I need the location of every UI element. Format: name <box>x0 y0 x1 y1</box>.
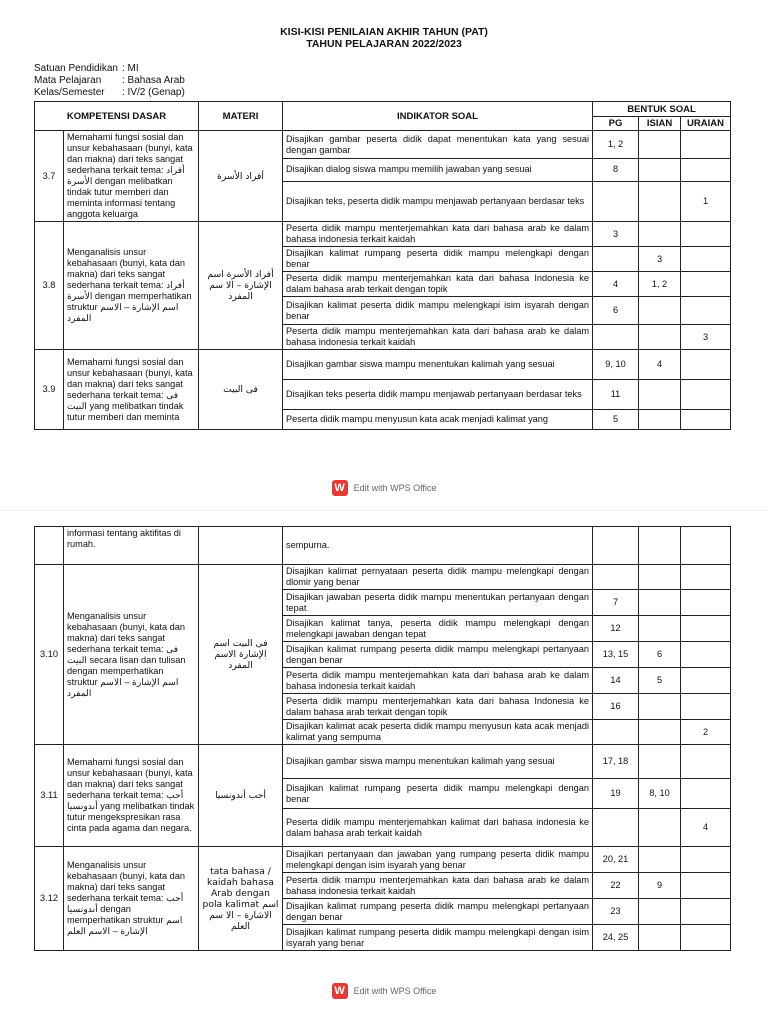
isian-cell <box>639 616 681 642</box>
indikator-cell: Disajikan kalimat pernyataan peserta didik mampu melengkapi dengan dlomir yang benar <box>283 565 593 590</box>
kompetensi-dasar-cell: informasi tentang aktifitas di rumah. <box>64 527 199 565</box>
uraian-cell <box>681 847 731 873</box>
uraian-cell <box>681 410 731 430</box>
kd-number: 3.10 <box>35 565 64 745</box>
kd-number: 3.7 <box>35 131 64 222</box>
uraian-cell <box>681 925 731 951</box>
header-pg: PG <box>593 117 639 131</box>
indikator-cell: Peserta didik mampu menterjemahkan kata dari bahasa arab ke dalam bahasa indonesia terkait kaidah <box>283 873 593 899</box>
wps-label: Edit with WPS Office <box>353 986 437 996</box>
isian-cell <box>639 159 681 181</box>
table-row <box>35 565 731 590</box>
uraian-cell: 3 <box>681 325 731 350</box>
pg-cell: 3 <box>593 222 639 247</box>
kompetensi-dasar-cell: Memahami fungsi sosial dan unsur kebahasaan (bunyi, kata dan makna) dari teks sangat sederhana terkait tema: فى البيت yang melibatkan tindak tutur memberi dan meminta <box>64 350 199 430</box>
pg-cell <box>593 325 639 350</box>
isian-cell <box>639 297 681 325</box>
kd-number: 3.12 <box>35 847 64 951</box>
kd-number <box>35 527 64 565</box>
kompetensi-dasar-cell: Menganalisis unsur kebahasaan (bunyi, kata dan makna) dari teks sangat sederhana terkait tema: أفراد الأسرة dengan memperhatikan struktur اسم الإشارة – الاسم المفرد <box>64 222 199 350</box>
indikator-cell: Peserta didik mampu menyusun kata acak menjadi kalimat yang <box>283 410 593 430</box>
uraian-cell <box>681 222 731 247</box>
uraian-cell <box>681 873 731 899</box>
indikator-cell: Disajikan teks, peserta didik mampu menjawab pertanyaan berdasar teks <box>283 181 593 221</box>
isian-cell <box>639 410 681 430</box>
header-uraian: URAIAN <box>681 117 731 131</box>
materi-cell: tata bahasa / kaidah bahasa Arab dengan pola kalimat اسم الاشارة – الا سم العلم <box>199 847 283 951</box>
table-row <box>35 847 731 873</box>
uraian-cell <box>681 565 731 590</box>
kompetensi-dasar-cell: Menganalisis unsur kebahasaan (bunyi, kata dan makna) dari teks sangat sederhana terkait tema: فى البيت secara lisan dan tulisan dengan memperhatikan struktur اسم الإشارة – الاسم المفرد <box>64 565 199 745</box>
indikator-cell: sempurna. <box>283 527 593 565</box>
kompetensi-dasar-cell: Memahami fungsi sosial dan unsur kebahasaan (bunyi, kata dan makna) dari teks sangat sederhana terkait tema: أفراد الأسرة dengan melibatkan tindak tutur memberi dan meminta informasi tentang anggota keluarga <box>64 131 199 222</box>
table-row <box>35 131 731 159</box>
isian-cell: 3 <box>639 247 681 272</box>
isian-cell <box>639 131 681 159</box>
indikator-cell: Peserta didik mampu menterjemahkan kata dari bahasa Indonesia ke dalam bahasa arab terkait dengan topik <box>283 694 593 720</box>
uraian-cell <box>681 247 731 272</box>
page-separator <box>0 510 768 511</box>
indikator-cell: Disajikan teks peserta didik mampu menjawab pertanyaan berdasar teks <box>283 380 593 410</box>
materi-cell: فى البيت اسم الإشارة الاسم المفرد <box>199 565 283 745</box>
isian-cell <box>639 222 681 247</box>
isian-cell <box>639 694 681 720</box>
uraian-cell: 1 <box>681 181 731 221</box>
kd-number: 3.8 <box>35 222 64 350</box>
pg-cell <box>593 809 639 847</box>
pg-cell: 23 <box>593 899 639 925</box>
table-row <box>35 527 731 565</box>
pg-cell: 20, 21 <box>593 847 639 873</box>
isian-cell <box>639 527 681 565</box>
uraian-cell <box>681 694 731 720</box>
indikator-cell: Disajikan pertanyaan dan jawaban yang rumpang peserta didik mampu melengkapi dengan isim isyarah yang benar <box>283 847 593 873</box>
isian-cell: 4 <box>639 350 681 380</box>
indikator-cell: Disajikan kalimat rumpang peserta didik mampu melengkapi pertanyaan dengan benar <box>283 642 593 668</box>
indikator-cell: Disajikan gambar siswa mampu menentukan kalimah yang sesuai <box>283 350 593 380</box>
isian-cell <box>639 847 681 873</box>
uraian-cell <box>681 668 731 694</box>
meta-label: Satuan Pendidikan <box>34 63 118 74</box>
isian-cell: 1, 2 <box>639 272 681 297</box>
pg-cell: 7 <box>593 590 639 616</box>
wps-label: Edit with WPS Office <box>353 483 437 493</box>
materi-cell <box>199 527 283 565</box>
indikator-cell: Peserta didik mampu menterjemahkan kata dari bahasa arab ke dalam bahasa indonesia terkait kaidah <box>283 668 593 694</box>
uraian-cell <box>681 380 731 410</box>
meta-label: Kelas/Semester <box>34 87 105 98</box>
pg-cell: 24, 25 <box>593 925 639 951</box>
indikator-cell: Disajikan gambar siswa mampu menentukan kalimah yang sesuai <box>283 745 593 779</box>
isian-cell: 6 <box>639 642 681 668</box>
meta-value: : Bahasa Arab <box>122 75 185 86</box>
uraian-cell <box>681 297 731 325</box>
pg-cell: 4 <box>593 272 639 297</box>
isian-cell <box>639 325 681 350</box>
isian-cell <box>639 899 681 925</box>
isian-cell <box>639 380 681 410</box>
kd-number: 3.11 <box>35 745 64 847</box>
indikator-cell: Peserta didik mampu menterjemahkan kata dari bahasa Indonesia ke dalam bahasa arab terkait dengan topik <box>283 272 593 297</box>
pg-cell: 19 <box>593 779 639 809</box>
isian-cell <box>639 181 681 221</box>
uraian-cell <box>681 899 731 925</box>
uraian-cell <box>681 131 731 159</box>
pg-cell: 17, 18 <box>593 745 639 779</box>
header-indikator-soal: INDIKATOR SOAL <box>283 102 593 131</box>
pg-cell: 13, 15 <box>593 642 639 668</box>
document-title: KISI-KISI PENILAIAN AKHIR TAHUN (PAT) <box>280 26 488 38</box>
indikator-cell: Peserta didik mampu menterjemahkan kata dari bahasa arab ke dalam bahasa indonesia terkait kaidah <box>283 325 593 350</box>
materi-cell: أحب أندونسيا <box>199 745 283 847</box>
uraian-cell: 2 <box>681 720 731 745</box>
pg-cell: 14 <box>593 668 639 694</box>
kisi-table-page-1 <box>34 101 731 430</box>
pg-cell: 11 <box>593 380 639 410</box>
meta-kelas <box>34 87 185 98</box>
pg-cell <box>593 247 639 272</box>
materi-cell: فى البيت <box>199 350 283 430</box>
indikator-cell: Disajikan kalimat rumpang peserta didik mampu melengkapi dengan benar <box>283 779 593 809</box>
pg-cell: 22 <box>593 873 639 899</box>
materi-cell: أفراد الأسرة <box>199 131 283 222</box>
uraian-cell <box>681 350 731 380</box>
indikator-cell: Disajikan gambar peserta didik dapat menentukan kata yang sesuai dengan gambar <box>283 131 593 159</box>
pg-cell: 6 <box>593 297 639 325</box>
table-row <box>35 222 731 247</box>
table-row <box>35 350 731 380</box>
header-bentuk-soal: BENTUK SOAL <box>593 102 731 117</box>
kompetensi-dasar-cell: Memahami fungsi sosial dan unsur kebahasaan (bunyi, kata dan makna) dari teks sangat sederhana terkait tema: أحب أندونسيا yang melibatkan tindak tutur mengekspresikan rasa cinta pada agama dan negara. <box>64 745 199 847</box>
indikator-cell: Peserta didik mampu menterjemahkan kalimat dari bahasa indonesia ke dalam bahasa arab terkait kaidah <box>283 809 593 847</box>
kompetensi-dasar-cell: Menganalisis unsur kebahasaan (bunyi, kata dan makna) dari teks sangat sederhana terkait tema: أحب أندونسيا dengan memperhatikan struktur اسم الإشارة – الاسم العلم <box>64 847 199 951</box>
pg-cell: 1, 2 <box>593 131 639 159</box>
isian-cell <box>639 590 681 616</box>
wps-logo-icon: W <box>332 480 348 496</box>
indikator-cell: Disajikan kalimat rumpang peserta didik mampu melengkapi dengan benar <box>283 247 593 272</box>
kd-number: 3.9 <box>35 350 64 430</box>
isian-cell <box>639 809 681 847</box>
pg-cell <box>593 527 639 565</box>
indikator-cell: Disajikan kalimat peserta didik mampu melengkapi isim isyarah dengan benar <box>283 297 593 325</box>
document-subtitle: TAHUN PELAJARAN 2022/2023 <box>306 38 462 50</box>
meta-satuan <box>34 63 139 74</box>
wps-logo-icon: W <box>332 983 348 999</box>
uraian-cell: 4 <box>681 809 731 847</box>
uraian-cell <box>681 590 731 616</box>
meta-value: : MI <box>122 63 139 74</box>
isian-cell: 5 <box>639 668 681 694</box>
pg-cell: 8 <box>593 159 639 181</box>
indikator-cell: Disajikan dialog siswa mampu memilih jawaban yang sesuai <box>283 159 593 181</box>
isian-cell <box>639 565 681 590</box>
indikator-cell: Disajikan kalimat rumpang peserta didik mampu melengkapi pertanyaan dengan benar <box>283 899 593 925</box>
uraian-cell <box>681 745 731 779</box>
isian-cell <box>639 720 681 745</box>
uraian-cell <box>681 642 731 668</box>
pg-cell <box>593 181 639 221</box>
pg-cell: 5 <box>593 410 639 430</box>
header-isian: ISIAN <box>639 117 681 131</box>
table-row <box>35 745 731 779</box>
uraian-cell <box>681 159 731 181</box>
indikator-cell: Disajikan jawaban peserta didik mampu menentukan pertanyaan dengan tepat <box>283 590 593 616</box>
uraian-cell <box>681 272 731 297</box>
wps-watermark-2[interactable] <box>0 983 768 999</box>
pg-cell <box>593 565 639 590</box>
meta-mapel <box>34 75 185 86</box>
wps-watermark[interactable] <box>0 480 768 496</box>
uraian-cell <box>681 527 731 565</box>
indikator-cell: Disajikan kalimat tanya, peserta didik mampu melengkapi dengan melengkapi jawaban dengan tepat <box>283 616 593 642</box>
kisi-table-page-2 <box>34 526 731 951</box>
indikator-cell: Disajikan kalimat acak peserta didik mampu menyusun kata acak menjadi kalimat yang sempurna <box>283 720 593 745</box>
materi-cell: أفراد الأسرة اسم الإشارة – الا سم المفرد <box>199 222 283 350</box>
uraian-cell <box>681 616 731 642</box>
meta-value: : IV/2 (Genap) <box>122 87 185 98</box>
uraian-cell <box>681 779 731 809</box>
isian-cell <box>639 745 681 779</box>
pg-cell: 16 <box>593 694 639 720</box>
header-kompetensi-dasar: KOMPETENSI DASAR <box>35 102 199 131</box>
header-materi: MATERI <box>199 102 283 131</box>
isian-cell <box>639 925 681 951</box>
pg-cell <box>593 720 639 745</box>
isian-cell: 9 <box>639 873 681 899</box>
pg-cell: 12 <box>593 616 639 642</box>
meta-label: Mata Pelajaran <box>34 75 102 86</box>
indikator-cell: Peserta didik mampu menterjemahkan kata dari bahasa arab ke dalam bahasa indonesia terkait kaidah <box>283 222 593 247</box>
isian-cell: 8, 10 <box>639 779 681 809</box>
indikator-cell: Disajikan kalimat rumpang peserta didik mampu melengkapi dengan isim isyarah yang benar <box>283 925 593 951</box>
pg-cell: 9, 10 <box>593 350 639 380</box>
